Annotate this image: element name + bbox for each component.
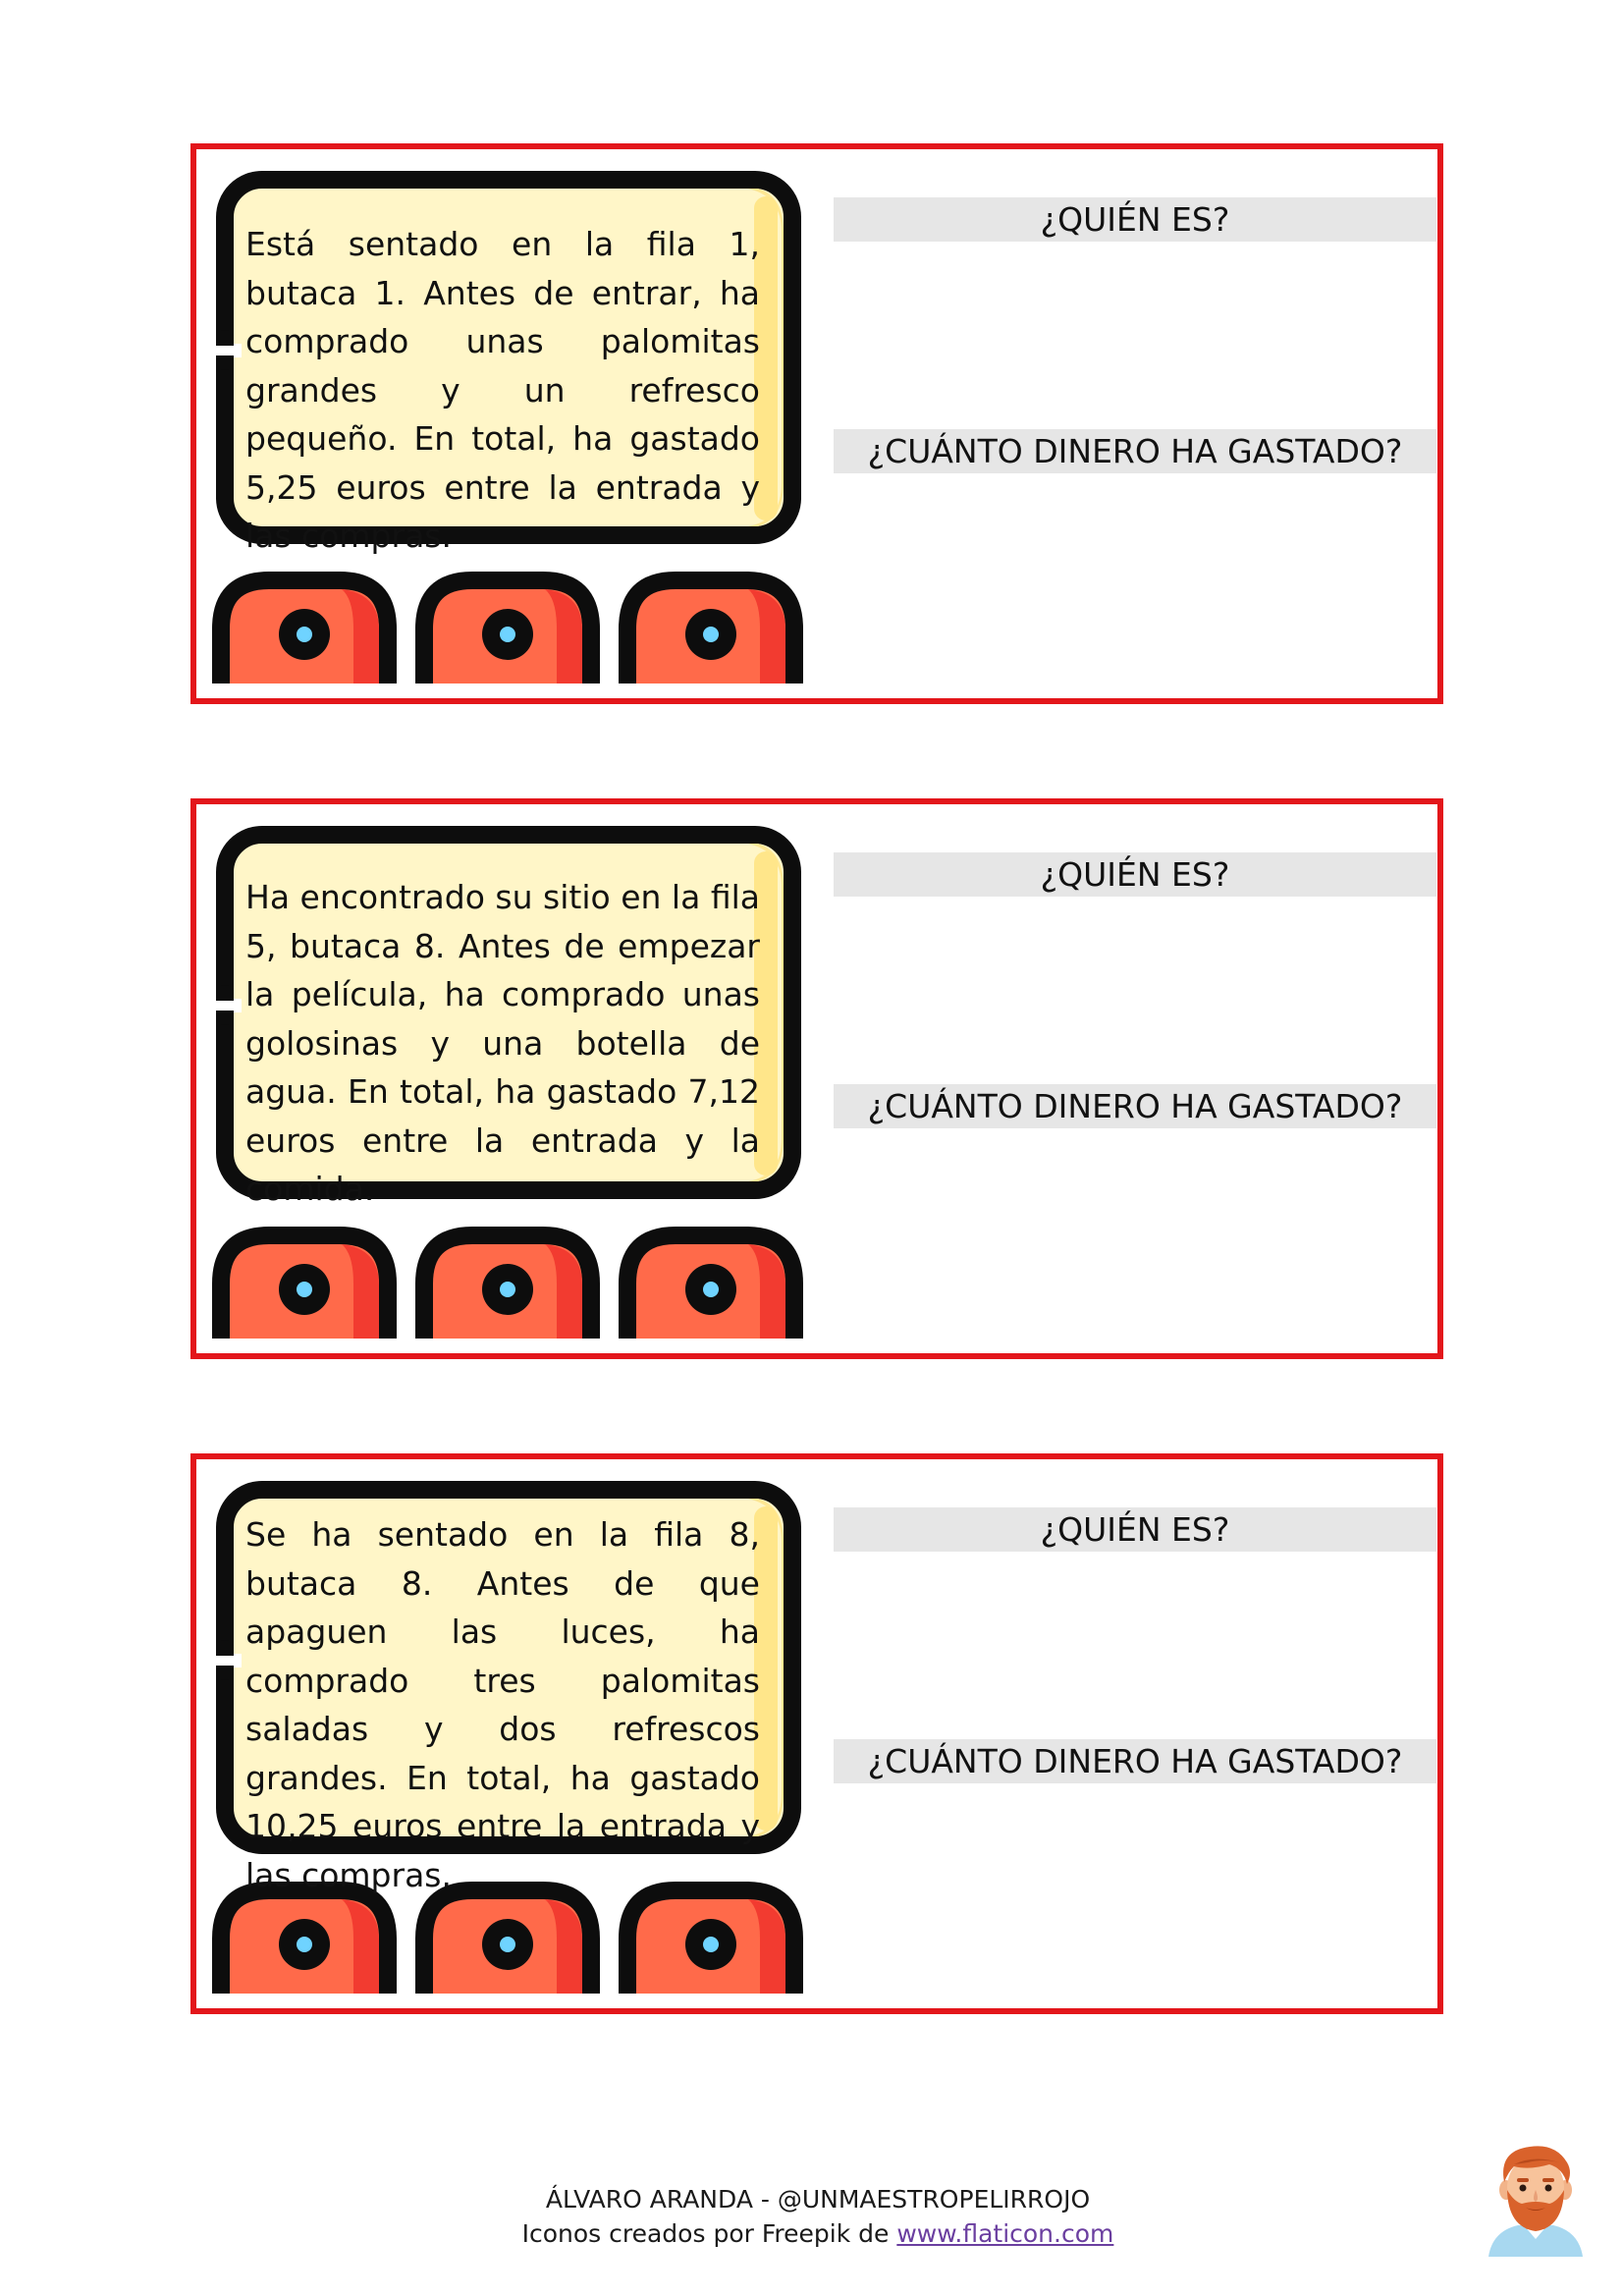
clue-card-1 bbox=[190, 143, 1443, 704]
clue-text: Se ha sentado en la fila 8, butaca 8. Antes de que apaguen las luces, ha comprado tres palomitas saladas y dos refrescos grandes. En total, ha gastado 10,25 euros entre la entrada y las compras. bbox=[245, 1515, 760, 1894]
question-who-label: ¿QUIÉN ES? bbox=[834, 1507, 1436, 1552]
question-money-label: ¿CUÁNTO DINERO HA GASTADO? bbox=[834, 429, 1436, 473]
question-money-label: ¿CUÁNTO DINERO HA GASTADO? bbox=[834, 1739, 1436, 1783]
footer-credits-text: Iconos creados por Freepik de bbox=[521, 2219, 897, 2248]
question-who-label: ¿QUIÉN ES? bbox=[834, 197, 1436, 242]
footer-credits bbox=[0, 2216, 1623, 2251]
red-haired-teacher-avatar-icon bbox=[1485, 2141, 1587, 2259]
clue-card-2 bbox=[190, 798, 1443, 1359]
clue-text: Ha encontrado su sitio en la fila 5, butaca 8. Antes de empezar la película, ha comprado unas golosinas y una botella de agua. En total, ha gastado 7,12 euros entre la entrada y la comida. bbox=[245, 878, 760, 1208]
flaticon-link[interactable]: www.flaticon.com bbox=[896, 2219, 1114, 2248]
footer bbox=[0, 2182, 1623, 2251]
footer-author: ÁLVARO ARANDA - @UNMAESTROPELIRROJO bbox=[545, 2185, 1091, 2214]
question-money-label: ¿CUÁNTO DINERO HA GASTADO? bbox=[834, 1084, 1436, 1128]
clue-card-3 bbox=[190, 1453, 1443, 2014]
question-who-label: ¿QUIÉN ES? bbox=[834, 852, 1436, 897]
clue-text: Está sentado en la fila 1, butaca 1. Antes de entrar, ha comprado unas palomitas grandes y un refresco pequeño. En total, ha gastado 5,25 euros entre la entrada y las compras. bbox=[245, 225, 760, 555]
